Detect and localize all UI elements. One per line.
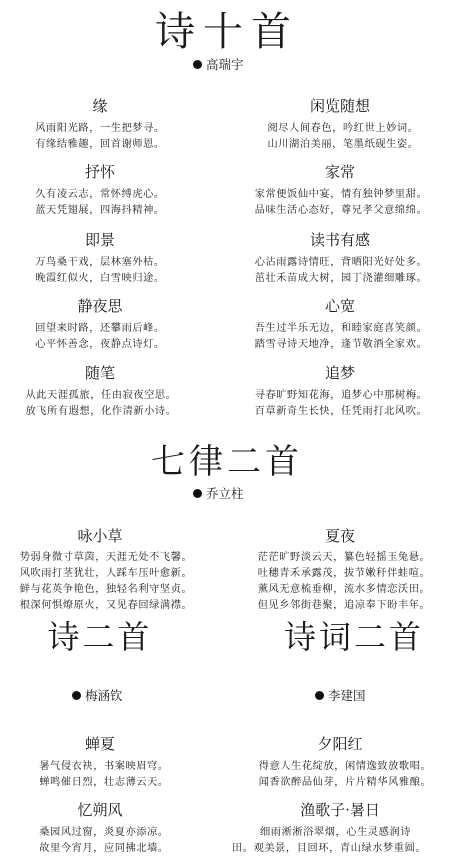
poem-line: 薰风无意梳垂柳，流水多情恋沃田。 [257, 584, 431, 595]
poem-line: 放飞所有遐想，化作清新小诗。 [25, 406, 177, 417]
section3-author [72, 686, 123, 704]
section1-author [193, 55, 244, 73]
poem-line: 势弱身微寸草茵，天涯无处不飞馨。 [19, 552, 193, 563]
poem-title: 蝉夏 [84, 735, 115, 753]
poem-body [20, 321, 180, 353]
poem-body [236, 255, 446, 287]
poem-line: 鲜与花英争艳色，独轻名利守坚贞。 [19, 584, 193, 595]
author-name: 李建国 [328, 688, 366, 703]
poem-line: 山川湖泊美丽，笔墨纸砚生姿。 [267, 139, 419, 150]
poem-body [2, 550, 210, 614]
poem-title: 即景 [84, 231, 115, 249]
poem-title: 夕阳红 [317, 735, 363, 753]
poem-title: 夏夜 [324, 527, 355, 545]
poem-line: 百草新奇生长快，任凭雨打北风吹。 [254, 406, 428, 417]
poem-line: 茁壮禾苗成大树，园丁浇灌细雕琢。 [254, 273, 428, 284]
poem-title: 家常 [324, 163, 355, 181]
author-name: 梅涵钦 [85, 688, 123, 703]
poem-body [240, 759, 450, 791]
poem-line: 风吹雨打茎犹壮，人踩车压叶愈新。 [19, 568, 193, 579]
bullet-dot-icon [193, 60, 202, 69]
poem-line: 风雨阳光路，一生把梦寻。 [35, 123, 165, 134]
section4-author [315, 686, 366, 704]
author-name: 乔立柱 [206, 486, 244, 501]
poem-title: 抒怀 [84, 163, 115, 181]
poem-line: 桑园风过窗，炎夏亦添凉。 [39, 827, 169, 838]
poem-line: 暑气侵衣袂，书案映眉穹。 [39, 761, 169, 772]
poem-line: 万鸟桑干戏，层林塞外枯。 [35, 257, 165, 268]
poem-line: 吾生过半乐无边，和睦家庭喜笑颜。 [254, 323, 428, 334]
poem-line: 根深何惧燎原火，又见春回绿满襟。 [19, 600, 193, 611]
poem-body [6, 388, 196, 420]
poem-line: 故里今宵月，应同拂北墙。 [39, 843, 169, 854]
poem-line: 心沾雨露诗情旺，背晒阳光好处多。 [254, 257, 428, 268]
poem-title: 咏小草 [77, 527, 123, 545]
poem-body [20, 759, 188, 791]
poem-line: 得意人生花绽放，闲情逸致放歌唱。 [258, 761, 432, 772]
section4-title: 诗词二首 [283, 618, 424, 656]
poem-body [20, 825, 188, 857]
poem-line: 家常便饭仙中宴，情有独钟梦里甜。 [254, 189, 428, 200]
poem-line: 茫茫旷野淡云天，纂色轻摇玉兔悬。 [257, 552, 431, 563]
section1-title: 诗十首 [155, 9, 299, 55]
poem-line: 细雨淅淅浴翠烟，心生灵感润诗 [260, 827, 412, 838]
poem-title: 忆朔风 [77, 801, 123, 819]
poem-title: 追梦 [324, 364, 355, 382]
poem-line: 回望来时路，还攀雨后峰。 [35, 323, 165, 334]
bullet-dot-icon [315, 691, 324, 700]
poem-line: 踏雪寻诗天地净，逢节敬酒全家欢。 [254, 339, 428, 350]
poem-body [238, 550, 450, 614]
poem-line: 但见乡邻街巷聚，追凉奉下盼丰年。 [257, 600, 431, 611]
author-name: 高瑞宇 [206, 57, 244, 72]
bullet-dot-icon [72, 691, 81, 700]
poem-title: 随笔 [84, 364, 115, 382]
poem-body [236, 321, 446, 353]
poem-line: 寻春旷野知花海，追梦心中那树梅。 [254, 390, 428, 401]
poem-title: 渔歌子·暑日 [300, 801, 380, 819]
poem-line: 蓝天凭翅展，四海抖精神。 [35, 205, 165, 216]
poem-body [248, 121, 438, 153]
poem-line: 田。观美景，目回环，青山绿水梦重圆。 [232, 843, 427, 854]
poem-line: 蝉鸣催日烈，壮志薄云天。 [39, 777, 169, 788]
poem-title: 读书有感 [309, 231, 370, 249]
poem-title: 心宽 [324, 297, 355, 315]
poem-title: 缘 [92, 97, 108, 115]
poem-body [20, 187, 180, 219]
poem-line: 心平怀善念，夜静点诗灯。 [35, 339, 165, 350]
bullet-dot-icon [193, 489, 202, 498]
poem-body [236, 187, 446, 219]
section2-author [193, 484, 244, 502]
poem-line: 从此天涯孤旅，任由寂夜空思。 [25, 390, 177, 401]
poem-line: 闻香欲醉品仙芽，片片精华风雅酿。 [258, 777, 432, 788]
poem-line: 有缘结雅趣，回首谢师恩。 [35, 139, 165, 150]
section3-title: 诗二首 [47, 618, 153, 656]
poem-line: 久有凌云志，常怀缚虎心。 [35, 189, 165, 200]
poem-body [236, 388, 446, 420]
poem-line: 品味生活心态好，尊兄孝父意绵绵。 [254, 205, 428, 216]
poem-body [20, 121, 180, 153]
poem-line: 晚霞红似火，白雪映归途。 [35, 273, 165, 284]
poem-line: 吐穗青禾承露茂，拔节嫩秆伴蛙喧。 [257, 568, 431, 579]
poem-title: 闲览随想 [309, 97, 370, 115]
section2-title: 七律二首 [151, 442, 303, 482]
poem-title: 静夜思 [77, 297, 123, 315]
poem-body [20, 255, 180, 287]
poem-body [232, 825, 452, 857]
poem-line: 阅尽人间春色，吟红世上妙词。 [267, 123, 419, 134]
